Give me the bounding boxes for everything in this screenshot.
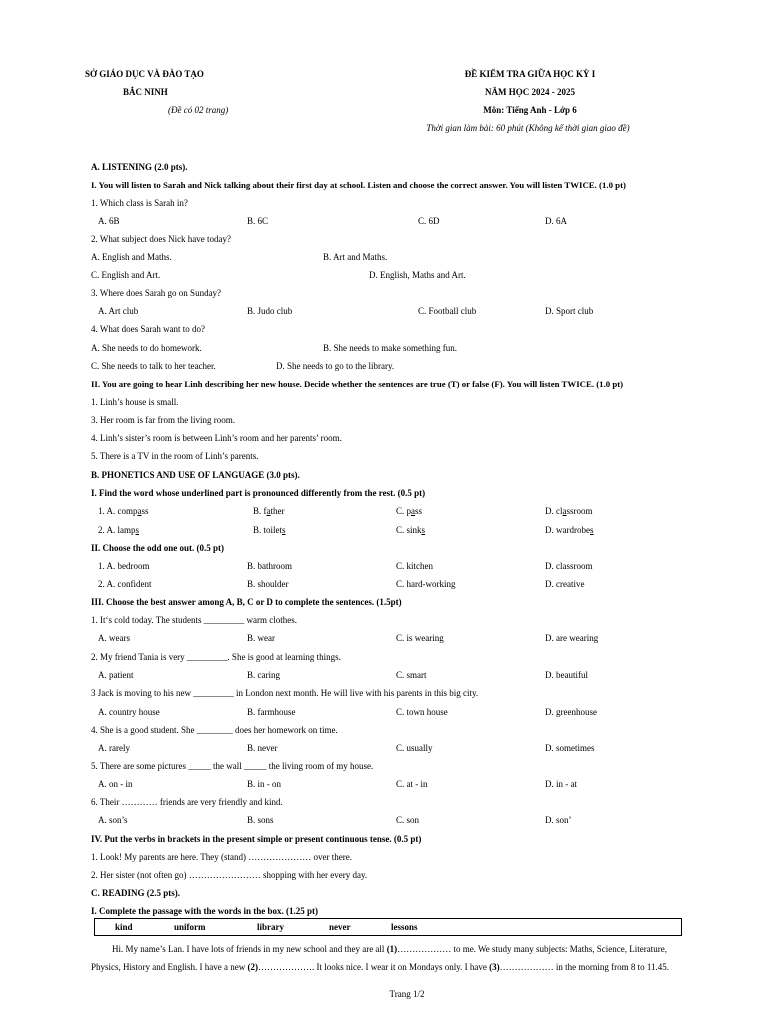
word-item: library bbox=[257, 922, 284, 932]
option: C. is wearing bbox=[396, 633, 444, 643]
sentence: 4. She is a good student. She ________ does her homework on time. bbox=[91, 725, 338, 735]
option: D. English, Maths and Art. bbox=[369, 270, 466, 280]
word-item: uniform bbox=[174, 922, 206, 932]
option: D. Sport club bbox=[545, 306, 594, 316]
sentence: 5. There are some pictures _____ the wall _____ the living room of my house. bbox=[91, 761, 374, 771]
option: A. Art club bbox=[98, 306, 139, 316]
reading-part1-title: I. Complete the passage with the words in the box. (1.25 pt) bbox=[91, 906, 318, 916]
option: 2. A. confident bbox=[98, 579, 152, 589]
option: C. English and Art. bbox=[91, 270, 161, 280]
option: D. classroom bbox=[545, 561, 593, 571]
sentence: 1. It‘s cold today. The students _________ warm clothes. bbox=[91, 615, 297, 625]
word-box bbox=[94, 918, 682, 936]
option: A. on - in bbox=[98, 779, 133, 789]
statement: 3. Her room is far from the living room. bbox=[91, 415, 235, 425]
passage-line: Physics, History and English. I have a new (2)………………. It looks nice. I wear it on Mondays only. I have (3)……………… in the morning from 8 to 11.45. bbox=[91, 962, 670, 972]
option: B. Art and Maths. bbox=[323, 252, 388, 262]
option: C. 6D bbox=[418, 216, 440, 226]
verb-sentence: 2. Her sister (not often go) …………………… shopping with her every day. bbox=[91, 870, 368, 880]
subject-line: Môn: Tiếng Anh - Lớp 6 bbox=[483, 105, 577, 115]
option: B. caring bbox=[247, 670, 280, 680]
word-item: lessons bbox=[391, 922, 418, 932]
option: A. patient bbox=[98, 670, 134, 680]
option: C. smart bbox=[396, 670, 427, 680]
listening-part2-title: II. You are going to hear Linh describing her new house. Decide whether the sentences are true (T) or false (F). You will listen TWICE. (1.0 pt) bbox=[91, 379, 624, 389]
option: A. She needs to do homework. bbox=[91, 343, 202, 353]
phonetics-part4-title: IV. Put the verbs in brackets in the present simple or present continuous tense. (0.5 pt) bbox=[91, 834, 422, 844]
option: 1. A. bedroom bbox=[98, 561, 150, 571]
question-text: 3. Where does Sarah go on Sunday? bbox=[91, 288, 222, 298]
option: B. sons bbox=[247, 815, 274, 825]
option: C. She needs to talk to her teacher. bbox=[91, 361, 216, 371]
option: B. wear bbox=[247, 633, 275, 643]
option: B. bathroom bbox=[247, 561, 292, 571]
option: C. at - in bbox=[396, 779, 428, 789]
section-b-heading: B. PHONETICS AND USE OF LANGUAGE (3.0 pts). bbox=[91, 470, 300, 480]
option: B. Judo club bbox=[247, 306, 293, 316]
option: D. She needs to go to the library. bbox=[276, 361, 395, 371]
sentence: 3 Jack is moving to his new _________ in London next month. He will live with his parents in this big city. bbox=[91, 688, 479, 698]
sentence: 2. My friend Tania is very _________. She is good at learning things. bbox=[91, 652, 341, 662]
option: B. in - on bbox=[247, 779, 282, 789]
pages-note: (Đề có 02 trang) bbox=[168, 105, 229, 115]
option: A. English and Maths. bbox=[91, 252, 172, 262]
option: C. hard-working bbox=[396, 579, 456, 589]
option: D. classroom bbox=[545, 506, 593, 516]
school-year: NĂM HỌC 2024 - 2025 bbox=[485, 87, 575, 97]
verb-sentence: 1. Look! My parents are here. They (stand) ………………… over there. bbox=[91, 852, 353, 862]
option: A. country house bbox=[98, 707, 160, 717]
option: B. father bbox=[253, 506, 285, 516]
section-a-heading: A. LISTENING (2.0 pts). bbox=[91, 162, 188, 172]
question-text: 4. What does Sarah want to do? bbox=[91, 324, 206, 334]
section-c-heading: C. READING (2.5 pts). bbox=[91, 888, 181, 898]
statement: 1. Linh’s house is small. bbox=[91, 397, 179, 407]
exam-title: ĐỀ KIỂM TRA GIỮA HỌC KỲ I bbox=[464, 69, 596, 79]
option: A. rarely bbox=[98, 743, 130, 753]
word-item: never bbox=[329, 922, 351, 932]
option: B. shoulder bbox=[247, 579, 289, 589]
time-note: Thời gian làm bài: 60 phút (Không kể thời gian giao đề) bbox=[426, 123, 630, 133]
phonetics-part2-title: II. Choose the odd one out. (0.5 pt) bbox=[91, 543, 225, 553]
question-text: 1. Which class is Sarah in? bbox=[91, 198, 188, 208]
option: C. pass bbox=[396, 506, 423, 516]
page-number: Trang 1/2 bbox=[389, 989, 425, 999]
option: A. 6B bbox=[98, 216, 120, 226]
phonetics-part1-title: I. Find the word whose underlined part is pronounced differently from the rest. (0.5 pt) bbox=[91, 488, 426, 498]
option: D. 6A bbox=[545, 216, 567, 226]
option: C. sinks bbox=[396, 525, 426, 535]
passage-line: Hi. My name’s Lan. I have lots of friends in my new school and they are all (1)……………… to me. We study many subjects: Maths, Science, Literature, bbox=[112, 944, 667, 954]
department-name: SỞ GIÁO DỤC VÀ ĐÀO TẠO bbox=[85, 69, 204, 79]
option: D. in - at bbox=[545, 779, 577, 789]
option: B. She needs to make something fun. bbox=[323, 343, 457, 353]
listening-part1-title: I. You will listen to Sarah and Nick talking about their first day at school. Listen and choose the correct answer. You will listen TWICE. (1.0 pt) bbox=[91, 180, 626, 190]
province-name: BẮC NINH bbox=[123, 87, 168, 97]
option: 1. A. compass bbox=[98, 506, 149, 516]
option: B. farmhouse bbox=[247, 707, 296, 717]
option: C. usually bbox=[396, 743, 433, 753]
option: B. 6C bbox=[247, 216, 269, 226]
option: 2. A. lamps bbox=[98, 525, 140, 535]
option: D. wardrobes bbox=[545, 525, 594, 535]
option: D. are wearing bbox=[545, 633, 599, 643]
question-text: 2. What subject does Nick have today? bbox=[91, 234, 232, 244]
option: A. wears bbox=[98, 633, 130, 643]
option: D. sometimes bbox=[545, 743, 595, 753]
word-item: kind bbox=[115, 922, 133, 932]
option: D. greenhouse bbox=[545, 707, 597, 717]
option: A. son’s bbox=[98, 815, 128, 825]
option: B. toilets bbox=[253, 525, 286, 535]
phonetics-part3-title: III. Choose the best answer among A, B, C or D to complete the sentences. (1.5pt) bbox=[91, 597, 402, 607]
sentence: 6. Their ………… friends are very friendly and kind. bbox=[91, 797, 283, 807]
option: C. son bbox=[396, 815, 420, 825]
option: C. kitchen bbox=[396, 561, 433, 571]
statement: 4. Linh’s sister’s room is between Linh’s room and her parents’ room. bbox=[91, 433, 342, 443]
option: C. Football club bbox=[418, 306, 477, 316]
option: D. creative bbox=[545, 579, 585, 589]
option: C. town house bbox=[396, 707, 448, 717]
statement: 5. There is a TV in the room of Linh’s parents. bbox=[91, 451, 259, 461]
option: B. never bbox=[247, 743, 278, 753]
option: D. son’ bbox=[545, 815, 572, 825]
option: D. beautiful bbox=[545, 670, 588, 680]
